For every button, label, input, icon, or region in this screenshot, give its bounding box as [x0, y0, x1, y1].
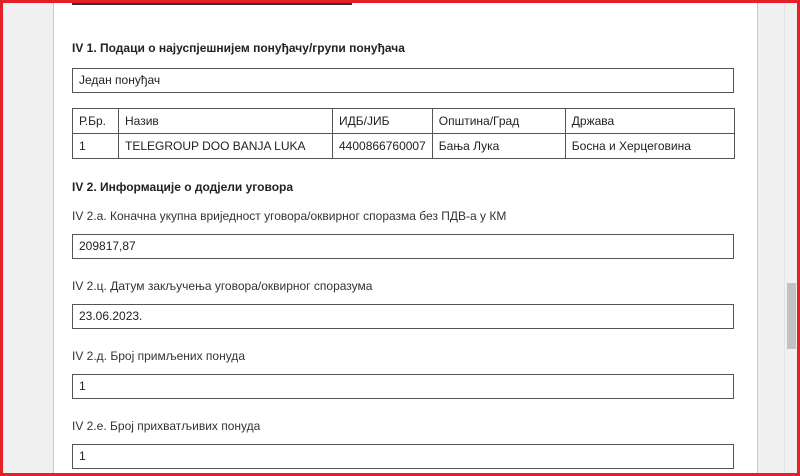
acceptable-offers-field[interactable]: 1 [72, 444, 734, 469]
table-row [73, 134, 735, 159]
label-contract-date: IV 2.ц. Датум закључења уговора/оквирног споразума [72, 279, 373, 293]
vertical-scrollbar[interactable] [784, 3, 798, 473]
document-page [53, 3, 758, 473]
cell-id: 4400866760007 [333, 134, 433, 159]
cell-municipality: Бања Лука [432, 134, 565, 159]
label-offers-received: IV 2.д. Број примљених понуда [72, 349, 245, 363]
col-header-municipality: Општина/Град [432, 109, 565, 134]
cell-name: TELEGROUP DOO BANJA LUKA [119, 134, 333, 159]
label-acceptable-offers: IV 2.е. Број прихватљивих понуда [72, 419, 261, 433]
offers-received-field[interactable]: 1 [72, 374, 734, 399]
col-header-country: Држава [565, 109, 734, 134]
section-title-best-offer: IV 1. Подаци о најуспјешнијем понуђачу/групи понуђача [72, 41, 405, 55]
document-viewport [3, 3, 784, 473]
previous-section-underline [72, 3, 352, 5]
cell-number: 1 [73, 134, 119, 159]
col-header-number: Р.Бр. [73, 109, 119, 134]
bidder-table [72, 108, 735, 159]
col-header-id: ИДБ/ЈИБ [333, 109, 433, 134]
offer-type-field[interactable]: Један понуђач [72, 68, 734, 93]
scrollbar-thumb[interactable] [787, 283, 796, 349]
section-title-contract-info: IV 2. Информације о додјели уговора [72, 180, 294, 194]
label-contract-value: IV 2.а. Коначна укупна вриједност уговора/оквирног споразма без ПДВ-а у КМ [72, 209, 507, 223]
contract-date-field[interactable]: 23.06.2023. [72, 304, 734, 329]
table-header-row [73, 109, 735, 134]
cell-country: Босна и Херцеговина [565, 134, 734, 159]
contract-value-field[interactable]: 209817,87 [72, 234, 734, 259]
col-header-name: Назив [119, 109, 333, 134]
